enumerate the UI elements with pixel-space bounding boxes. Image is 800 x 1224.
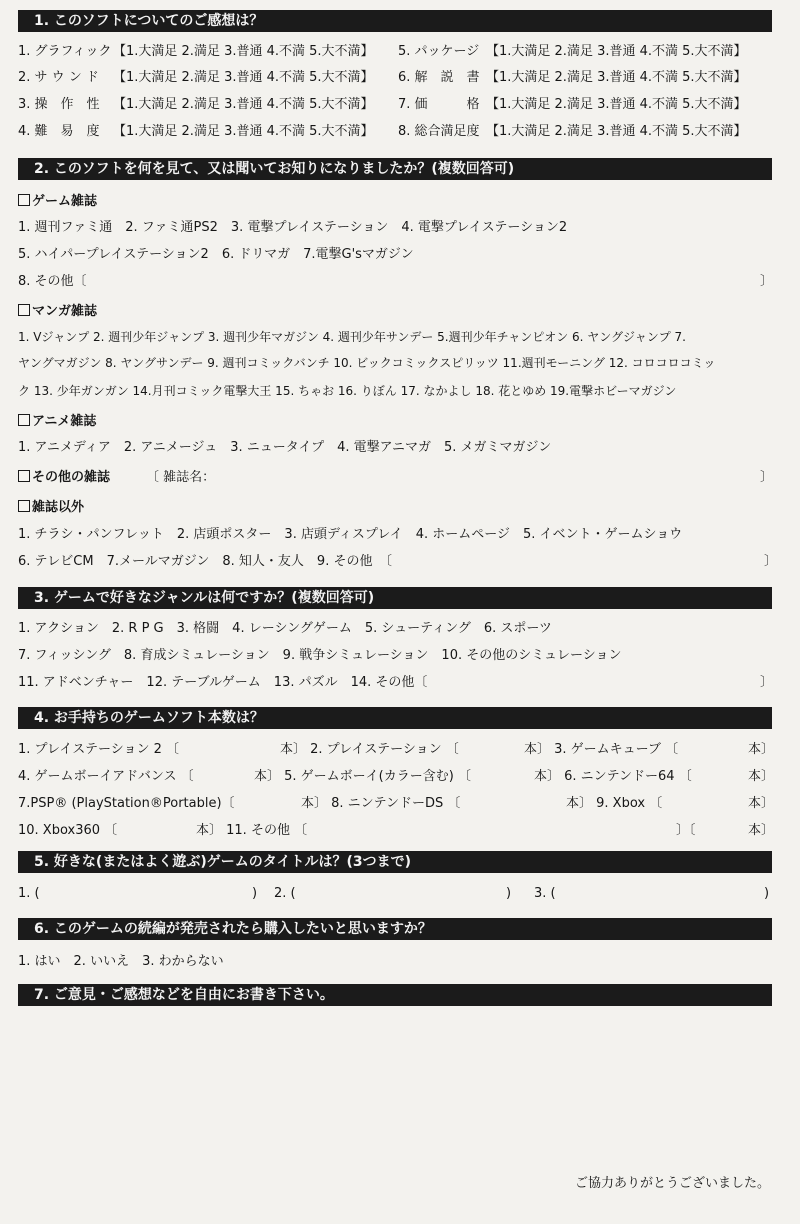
section-4-header: 4. お手持ちのゲームソフト本数は？ (18, 707, 772, 729)
genre-line-3-text: 11. アドベンチャー 12. テーブルゲーム 13. パズル 14. その他〔 (18, 675, 428, 690)
other-magazine-label: その他の雑誌 (32, 470, 111, 485)
game-magazine-option[interactable] (18, 192, 97, 212)
rating-label-controls: 3. 操 作 性 (18, 97, 100, 112)
checkbox-icon[interactable] (18, 500, 30, 512)
game-magazine-line-2: 5. ハイパープレイステーション2 6. ドリマガ 7.電撃G'sマガジン (18, 247, 414, 262)
favorite-3-open: 3. ( (534, 886, 556, 901)
non-magazine-option[interactable] (18, 498, 84, 518)
manga-magazine-line-1: 1. Vジャンプ 2. 週刊少年ジャンプ 3. 週刊少年マガジン 4. 週刊少年サンデー 5.週刊少年チャンピオン 6. ヤングジャンプ 7. (18, 330, 686, 344)
manga-magazine-line-2: ヤングマガジン 8. ヤングサンデー 9. 週刊コミックバンチ 10. ビックコミックスピリッツ 11.週刊モーニング 12. コロコロコミッ (18, 356, 716, 370)
anime-magazine-option[interactable] (18, 412, 96, 432)
manga-magazine-line-3: ク 13. 少年ガンガン 14.月刊コミック電撃大王 15. ちゃお 16. りぼん 17. なかよし 18. 花とゆめ 19.電撃ホビーマガジン (18, 384, 677, 398)
console-psp: 7.PSP® (PlayStation®Portable)〔 (18, 796, 235, 811)
favorite-1-close: ) (252, 886, 258, 901)
bracket-close: 〕 (760, 274, 774, 289)
other-magazine-option[interactable] (18, 468, 110, 488)
checkbox-icon[interactable] (18, 194, 30, 206)
favorite-2-close: ) (506, 886, 512, 901)
manga-magazine-option[interactable] (18, 302, 97, 322)
favorite-3-close: ) (764, 886, 770, 901)
section-7-header: 7. ご意見・ご感想などを自由にお書き下さい。 (18, 984, 772, 1006)
rating-scale: 【1.大満足 2.満足 3.普通 4.不満 5.大不満】 (113, 70, 374, 85)
console-unit: 本〕 (748, 769, 775, 784)
magazine-name-label: 〔 雑誌名： (146, 470, 216, 485)
checkbox-icon[interactable] (18, 304, 30, 316)
rating-scale: 【1.大満足 2.満足 3.普通 4.不満 5.大不満】 (486, 44, 747, 59)
favorite-2-open: 2. ( (274, 886, 296, 901)
game-magazine-line-1: 1. 週刊ファミ通 2. ファミ通PS2 3. 電撃プレイステーション 4. 電撃プレイステーション2 (18, 220, 568, 235)
section-3-header: 3. ゲームで好きなジャンルは何ですか？(複数回答可) (18, 587, 772, 609)
anime-magazine-label: アニメ雑誌 (32, 414, 97, 429)
console-unit: 本〕 (748, 796, 775, 811)
console-unit: 本〕 (748, 742, 775, 757)
section-6-header: 6. このゲームの続編が発売されたら購入したいと思いますか？ (18, 918, 772, 940)
rating-label-sound: 2. サ ウ ン ド (18, 70, 99, 85)
console-other-count: 〕〔 (676, 823, 696, 838)
console-gamecube: 本〕 3. ゲームキューブ 〔 (524, 742, 679, 757)
rating-scale: 【1.大満足 2.満足 3.普通 4.不満 5.大不満】 (486, 97, 747, 112)
console-gameboy: 本〕 5. ゲームボーイ(カラー含む) 〔 (254, 769, 471, 784)
bracket-close: 〕 (764, 554, 778, 569)
console-gba: 4. ゲームボーイアドバンス 〔 (18, 769, 194, 784)
console-ps1: 本〕 2. プレイステーション 〔 (280, 742, 459, 757)
game-magazine-other-label: 8. その他〔 (18, 274, 87, 289)
console-unit: 本〕 (748, 823, 775, 838)
rating-scale: 【1.大満足 2.満足 3.普通 4.不満 5.大不満】 (113, 124, 374, 139)
rating-label-package: 5. パッケージ (398, 44, 480, 59)
console-n64: 本〕 6. ニンテンドー64 〔 (534, 769, 692, 784)
favorite-1-open: 1. ( (18, 886, 40, 901)
rating-scale: 【1.大満足 2.満足 3.普通 4.不満 5.大不満】 (113, 97, 374, 112)
sequel-options: 1. はい 2. いいえ 3. わからない (18, 954, 224, 969)
section-1-header: 1. このソフトについてのご感想は？ (18, 10, 772, 32)
rating-label-difficulty: 4. 難 易 度 (18, 124, 100, 139)
checkbox-icon[interactable] (18, 470, 30, 482)
rating-label-price: 7. 価 格 (398, 97, 480, 112)
game-magazine-label: ゲーム雑誌 (32, 194, 98, 209)
genre-line-1: 1. アクション 2. R P G 3. 格闘 4. レーシングゲーム 5. シューティング 6. スポーツ (18, 621, 552, 636)
section-2-header: 2. このソフトを何を見て、又は聞いてお知りになりましたか？(複数回答可) (18, 158, 772, 180)
console-other: 本〕 11. その他 〔 (196, 823, 308, 838)
bracket-close: 〕 (760, 675, 774, 690)
section-5-header: 5. 好きな(またはよく遊ぶ)ゲームのタイトルは？(3つまで) (18, 851, 772, 873)
bracket-close: 〕 (760, 470, 774, 485)
closing-thanks: ご協力ありがとうございました。 (574, 1176, 770, 1191)
rating-scale: 【1.大満足 2.満足 3.普通 4.不満 5.大不満】 (486, 124, 747, 139)
rating-scale: 【1.大満足 2.満足 3.普通 4.不満 5.大不満】 (486, 70, 747, 85)
console-xbox360: 10. Xbox360 〔 (18, 823, 118, 838)
rating-label-manual: 6. 解 説 書 (398, 70, 480, 85)
manga-magazine-label: マンガ雑誌 (32, 304, 98, 319)
console-xbox: 本〕 9. Xbox 〔 (566, 796, 663, 811)
anime-magazine-line-1: 1. アニメディア 2. アニメージュ 3. ニュータイプ 4. 電撃アニマガ 5. メガミマガジン (18, 440, 552, 455)
non-magazine-label: 雑誌以外 (32, 500, 85, 515)
rating-label-overall: 8. 総合満足度 (398, 124, 480, 139)
rating-scale: 【1.大満足 2.満足 3.普通 4.不満 5.大不満】 (113, 44, 374, 59)
console-ps2: 1. プレイステーション 2 〔 (18, 742, 179, 757)
non-magazine-line-2-text: 6. テレビCM 7.メールマガジン 8. 知人・友人 9. その他 〔 (18, 554, 392, 569)
checkbox-icon[interactable] (18, 414, 30, 426)
genre-line-2: 7. フィッシング 8. 育成シミュレーション 9. 戦争シミュレーション 10. その他のシミュレーション (18, 648, 622, 663)
console-ds: 本〕 8. ニンテンドーDS 〔 (301, 796, 461, 811)
rating-label-graphics: 1. グラフィック (18, 44, 112, 59)
non-magazine-line-1: 1. チラシ・パンフレット 2. 店頭ポスター 3. 店頭ディスプレイ 4. ホームページ 5. イベント・ゲームショウ (18, 527, 683, 542)
